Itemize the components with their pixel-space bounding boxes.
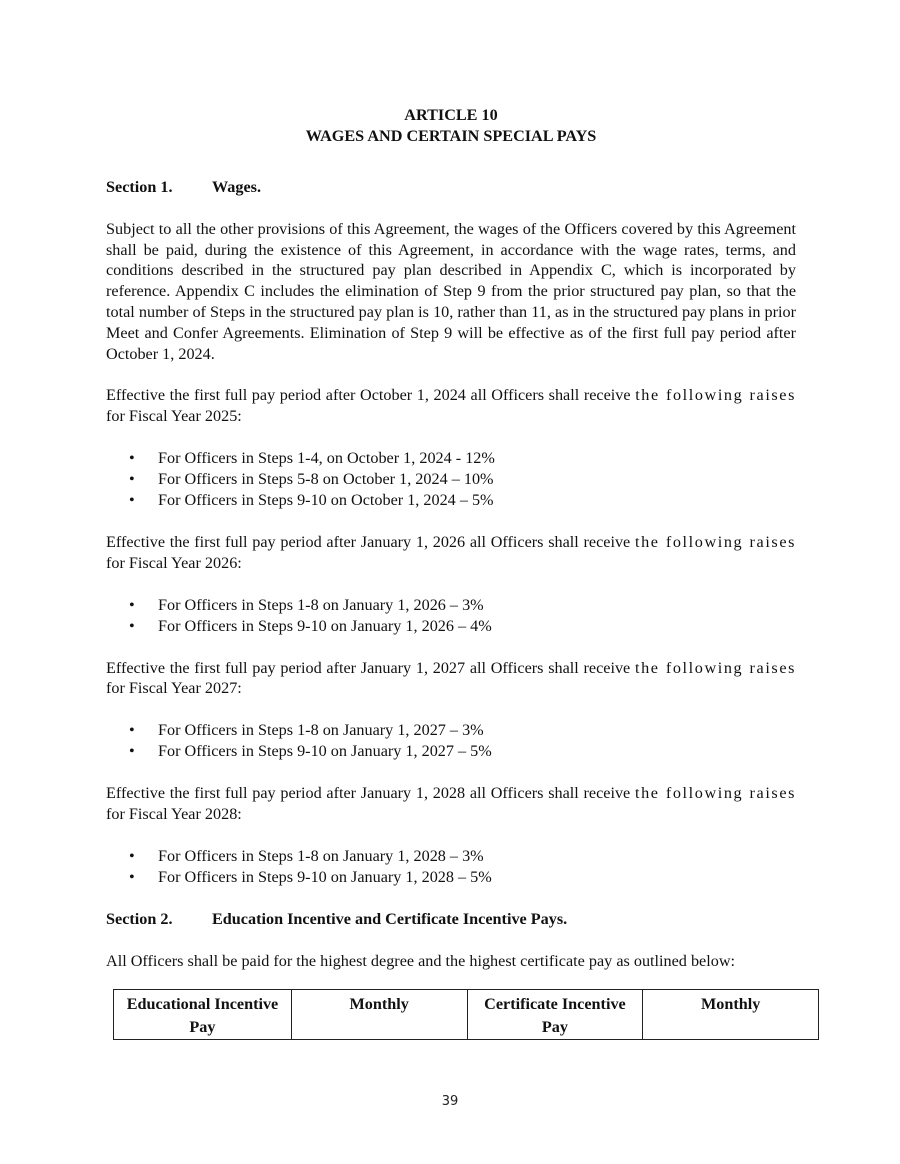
raise-intro-fy2028: Effective the first full pay period after January 1, 2028 all Officers shall receive the following raises for Fiscal Year 2028:	[106, 784, 797, 823]
section-1-paragraph: Subject to all the other provisions of this Agreement, the wages of the Officers covered by this Agreement shall be paid, during the existence of this Agreement, in accordance with the wage rates, terms, and conditions described in the structured pay plan described in Appendix C, which is incorporated by reference. Appendix C includes the elimination of Step 9 from the prior structured pay plan, so that the total number of Steps in the structured pay plan is 10, rather than 11, as in the structured pay plans in prior Meet and Confer Agreements. Elimination of Step 9 will be effective as of the first full pay period after October 1, 2024.	[106, 219, 796, 363]
section-2-heading	[106, 909, 796, 930]
list-item: • For Officers in Steps 1-4, on October 1, 2024 - 12%	[129, 448, 495, 467]
bullet-icon: •	[129, 616, 135, 635]
section-2-title: Education Incentive and Certificate Incentive Pays.	[212, 909, 568, 928]
list-item: • For Officers in Steps 9-10 on January 1, 2026 – 4%	[129, 616, 492, 635]
raise-intro-fy2025: Effective the first full pay period after October 1, 2024 all Officers shall receive the following raises for Fiscal Year 2025:	[106, 386, 796, 426]
raise-intro-fy2026: Effective the first full pay period after January 1, 2026 all Officers shall receive the following raises for Fiscal Year 2026:	[106, 532, 797, 572]
raise-list-fy2028	[106, 846, 796, 888]
table-header-cell: Educational Incentive Pay	[114, 990, 292, 1040]
table-header-cell: Certificate Incentive Pay	[467, 990, 643, 1040]
article-title: WAGES AND CERTAIN SPECIAL PAYS	[305, 127, 597, 145]
page-number: 39	[441, 1094, 459, 1109]
section-2-number: Section 2.	[106, 909, 173, 928]
list-item: • For Officers in Steps 5-8 on October 1, 2024 – 10%	[129, 469, 494, 488]
raise-list-fy2025	[106, 448, 796, 511]
incentive-table	[113, 989, 819, 1040]
bullet-icon: •	[129, 490, 135, 509]
bullet-icon: •	[129, 721, 135, 740]
bullet-icon: •	[129, 448, 135, 467]
list-item: • For Officers in Steps 9-10 on January 1, 2028 – 5%	[129, 867, 492, 886]
section-2-paragraph: All Officers shall be paid for the highest degree and the highest certificate pay as outlined below:	[106, 951, 736, 970]
bullet-icon: •	[129, 846, 135, 865]
raise-list-fy2026	[106, 595, 796, 637]
section-1-title: Wages.	[212, 178, 262, 196]
bullet-icon: •	[129, 469, 135, 488]
table-header-cell: Monthly	[291, 990, 467, 1040]
list-item: • For Officers in Steps 9-10 on October 1, 2024 – 5%	[129, 490, 494, 509]
list-item: • For Officers in Steps 9-10 on January 1, 2027 – 5%	[129, 742, 492, 761]
article-number: ARTICLE 10	[404, 106, 498, 124]
document-page	[106, 105, 796, 1040]
table-header-row	[114, 990, 819, 1040]
list-item: • For Officers in Steps 1-8 on January 1, 2026 – 3%	[129, 595, 484, 614]
bullet-icon: •	[129, 595, 135, 614]
raise-intro-fy2027: Effective the first full pay period after January 1, 2027 all Officers shall receive the following raises for Fiscal Year 2027:	[106, 658, 797, 698]
bullet-icon: •	[129, 742, 135, 761]
list-item: • For Officers in Steps 1-8 on January 1, 2027 – 3%	[129, 721, 484, 740]
list-item: • For Officers in Steps 1-8 on January 1, 2028 – 3%	[129, 846, 484, 865]
table-header-cell: Monthly	[643, 990, 819, 1040]
section-1-heading	[106, 177, 796, 198]
raise-list-fy2027	[106, 720, 796, 762]
bullet-icon: •	[129, 867, 135, 886]
section-1-number: Section 1.	[106, 178, 173, 196]
